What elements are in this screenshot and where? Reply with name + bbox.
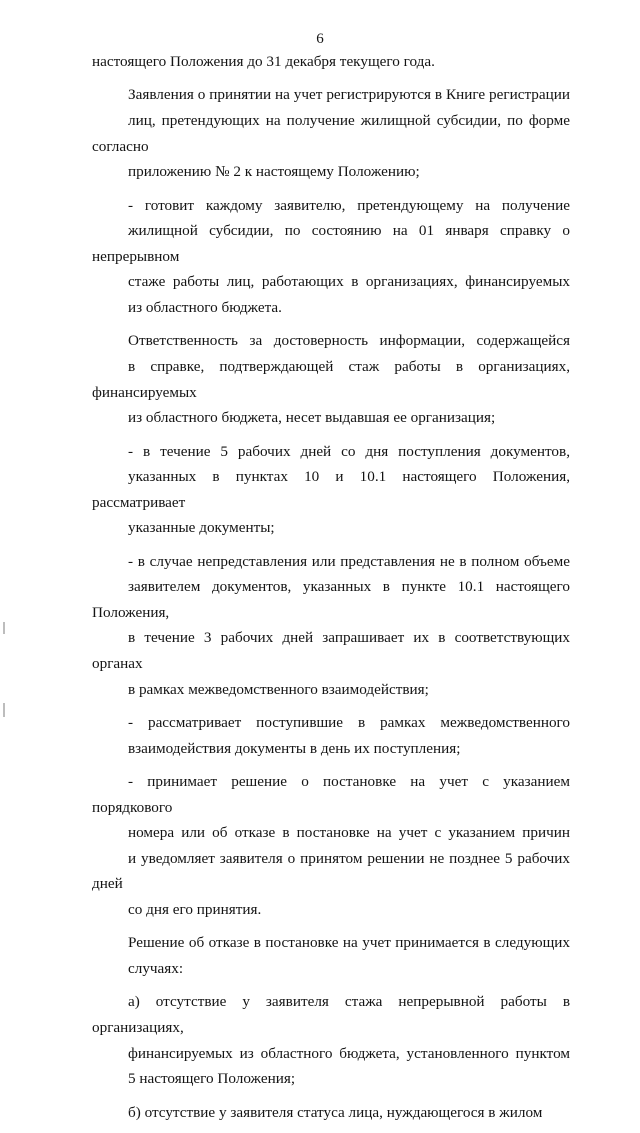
text-line: в течение 3 рабочих дней запрашивает их в соответствующих органах (92, 629, 570, 673)
text-line: указанных в пунктах 10 и 10.1 настоящего Положения, рассматривает (92, 468, 570, 511)
document-body (92, 49, 570, 1133)
text-line: стаже работы лиц, работающих в организациях, финансируемых (128, 273, 570, 291)
paragraph (92, 930, 570, 981)
paragraph (92, 549, 570, 703)
paragraph (92, 439, 570, 541)
text-line: финансируемых из областного бюджета, установленного пунктом (128, 1044, 570, 1062)
text-line: случаях: (128, 959, 184, 977)
text-line: Решение об отказе в постановке на учет принимается в следующих (128, 934, 570, 952)
text-line: а) отсутствие у заявителя стажа непрерывной работы в организациях, (92, 993, 570, 1036)
text-line: настоящего Положения до 31 декабря текущего года. (92, 53, 435, 70)
text-line: - принимает решение о постановке на учет с указанием порядкового (92, 773, 570, 816)
text-line: из областного бюджета, несет выдавшая ее организация; (128, 409, 496, 427)
paragraph (92, 769, 570, 923)
scan-edge-mark (3, 622, 5, 634)
text-line: приложению № 2 к настоящему Положению; (128, 163, 420, 181)
text-line: - рассматривает поступившие в рамках межведомственного (128, 714, 570, 732)
paragraph (92, 1100, 570, 1126)
text-line: - в случае непредставления или представления не в полном объеме (128, 552, 570, 570)
paragraph (92, 49, 570, 75)
text-line: б) отсутствие у заявителя статуса лица, нуждающегося в жилом (128, 1103, 543, 1121)
text-line: лиц, претендующих на получение жилищной субсидии, по форме согласно (92, 111, 570, 155)
paragraph (92, 710, 570, 761)
paragraph (92, 82, 570, 184)
text-line: в справке, подтверждающей стаж работы в организациях, финансируемых (92, 357, 570, 401)
text-line: жилищной субсидии, по состоянию на 01 января справку о непрерывном (92, 222, 570, 265)
text-line: номера или об отказе в постановке на учет с указанием причин (128, 824, 570, 842)
page-number: 6 (316, 31, 324, 47)
text-line: взаимодействия документы в день их поступления; (128, 739, 461, 757)
text-line: в рамках межведомственного взаимодействия; (128, 680, 429, 698)
scan-edge-mark (3, 703, 5, 717)
text-line: - готовит каждому заявителю, претендующему на получение (128, 196, 570, 214)
text-line: и уведомляет заявителя о принятом решении не позднее 5 рабочих дней (92, 849, 570, 893)
text-line: заявителем документов, указанных в пункте 10.1 настоящего Положения, (92, 578, 570, 621)
text-line: - в течение 5 рабочих дней со дня поступления документов, (128, 442, 570, 460)
text-line: из областного бюджета. (128, 298, 282, 316)
text-line: со дня его принятия. (128, 900, 262, 918)
text-line: указанные документы; (128, 519, 275, 537)
text-line: 5 настоящего Положения; (128, 1070, 296, 1088)
paragraph (92, 989, 570, 1091)
paragraph (92, 328, 570, 430)
text-line: Заявления о принятии на учет регистрируются в Книге регистрации (128, 86, 570, 104)
paragraph (92, 193, 570, 321)
text-line: Ответственность за достоверность информации, содержащейся (128, 332, 570, 350)
